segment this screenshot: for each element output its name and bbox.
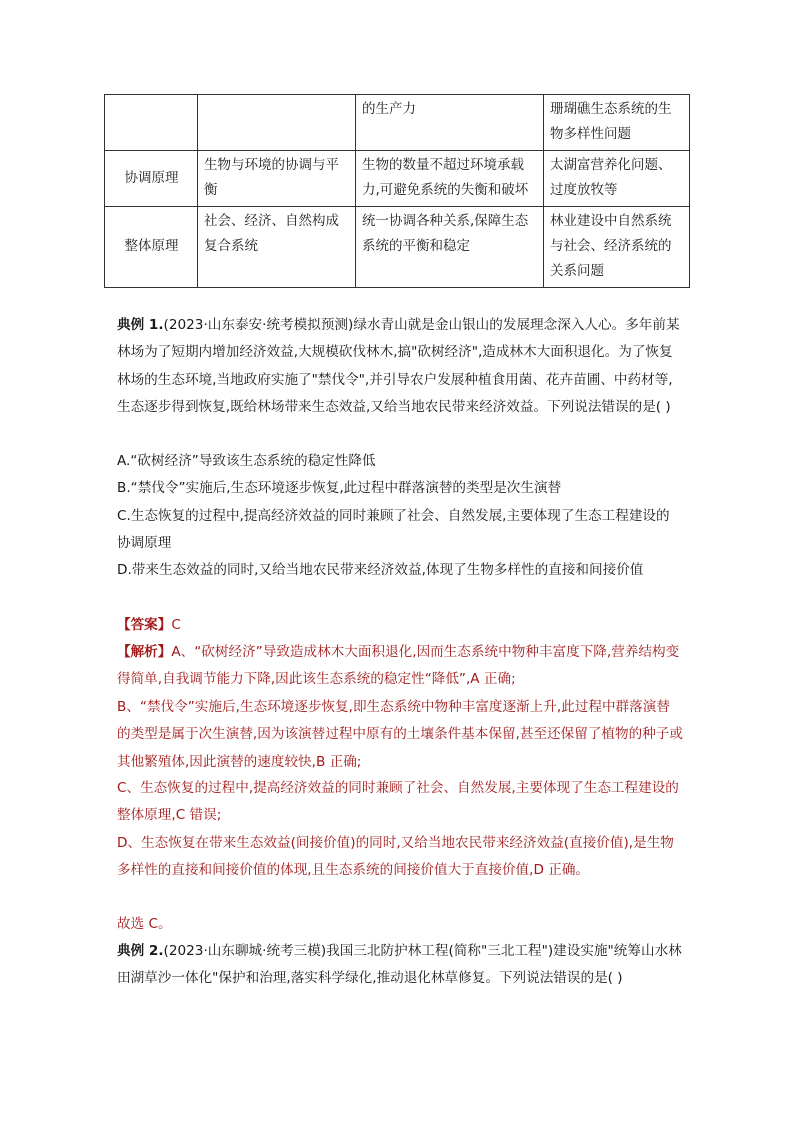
analysis-a-text: A、“砍树经济”导致造成林木大面积退化,因而生态系统中物种丰富度下降,营养结构变得简单,自我调节能力下降,因此该生态系统的稳定性“降低”,A 正确;: [117, 644, 680, 688]
example2-label: 典例 2.: [117, 943, 164, 959]
principle-requirement-cell: 的生产力: [356, 95, 544, 151]
principle-content-cell: [198, 95, 356, 151]
ecological-principles-table: [104, 94, 690, 288]
table-row: [105, 95, 690, 151]
principle-name-cell: 整体原理: [105, 207, 198, 288]
principle-requirement-cell: 生物的数量不超过环境承载力,可避免系统的失衡和破坏: [356, 151, 544, 207]
principle-name-cell: 协调原理: [105, 151, 198, 207]
example1-analysis-b: B、“禁伐令”实施后,生态环境逐步恢复,即生态系统中物种丰富度逐渐上升,此过程中群落演替的类型是属于次生演替,因为该演替过程中原有的土壤条件基本保留,甚至还保留了植物的种子或其他繁殖体,因此演替的速度较快,B 正确;: [117, 699, 683, 770]
example1-label: 典例 1.: [117, 317, 164, 333]
example2-stem-text: 我国三北防护林工程(简称"三北工程")建设实施"统筹山水林田湖草沙一体化"保护和治理,落实科学绿化,推动退化林草修复。下列说法错误的是( ): [117, 943, 682, 987]
example1-conclusion: 故选 C。: [117, 916, 172, 932]
principle-example-cell: 珊瑚礁生态系统的生物多样性问题: [544, 95, 690, 151]
principle-example-cell: 太湖富营养化问题、过度放牧等: [544, 151, 690, 207]
principle-content-cell: 生物与环境的协调与平衡: [198, 151, 356, 207]
principle-name-cell: [105, 95, 198, 151]
example2-stem: [117, 938, 683, 993]
answer-label: 【答案】: [117, 617, 172, 633]
example1-answer: [117, 612, 683, 639]
example1-source: (2023·山东泰安·统考模拟预测): [163, 317, 354, 333]
example1-option-a: A.“砍树经济”导致该生态系统的稳定性降低: [117, 453, 376, 469]
table-row: [105, 151, 690, 207]
principle-content-cell: 社会、经济、自然构成复合系统: [198, 207, 356, 288]
example1-analysis-a: [117, 639, 683, 694]
example1-option-c: C.生态恢复的过程中,提高经济效益的同时兼顾了社会、自然发展,主要体现了生态工程建设的协调原理: [117, 508, 670, 552]
example1-option-b: B.“禁伐令”实施后,生态环境逐步恢复,此过程中群落演替的类型是次生演替: [117, 480, 562, 496]
answer-value: C: [171, 617, 181, 633]
example1-option-d: D.带来生态效益的同时,又给当地农民带来经济效益,体现了生物多样性的直接和间接价值: [117, 562, 644, 578]
example2-source: (2023·山东聊城·统考三模): [163, 943, 327, 959]
example1-stem-text: 绿水青山就是金山银山的发展理念深入人心。多年前某林场为了短期内增加经济效益,大规模砍伐林木,搞"砍树经济",造成林木大面积退化。为了恢复林场的生态环境,当地政府实施了"禁伐令",并引导农户发展种植食用菌、花卉苗圃、中药材等,生态逐步得到恢复,既给林场带来生态效益,又给当地农民带来经济效益。下列说法错误的是( ): [117, 317, 680, 415]
table-row: [105, 207, 690, 288]
example1-stem: [117, 312, 683, 421]
example1-analysis-c: C、生态恢复的过程中,提高经济效益的同时兼顾了社会、自然发展,主要体现了生态工程建设的整体原理,C 错误;: [117, 780, 679, 824]
analysis-label: 【解析】: [117, 644, 172, 660]
principle-example-cell: 林业建设中自然系统与社会、经济系统的关系问题: [544, 207, 690, 288]
principle-requirement-cell: 统一协调各种关系,保障生态系统的平衡和稳定: [356, 207, 544, 288]
example1-analysis-d: D、生态恢复在带来生态效益(间接价值)的同时,又给当地农民带来经济效益(直接价值),是生物多样性的直接和间接价值的体现,且生态系统的间接价值大于直接价值,D 正确。: [117, 835, 674, 879]
